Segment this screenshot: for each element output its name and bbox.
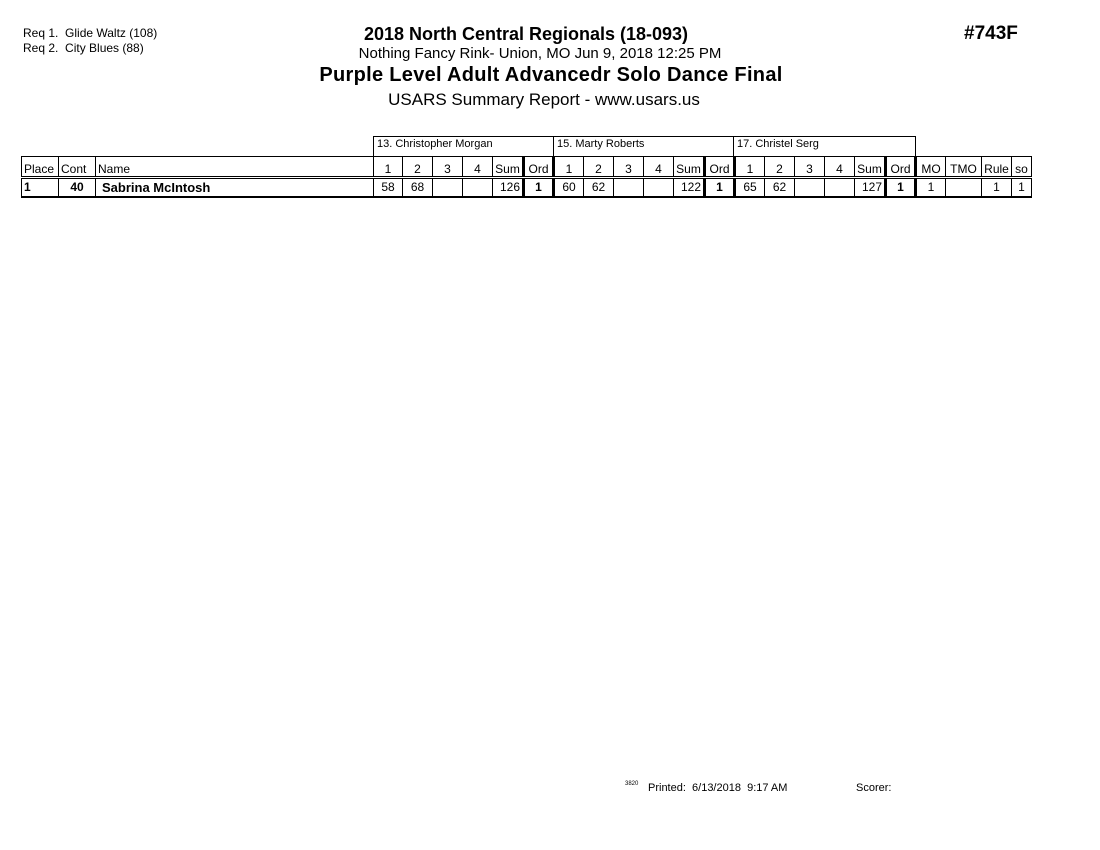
j2-col-1: 1: [554, 157, 584, 178]
venue-date: Nothing Fancy Rink- Union, MO Jun 9, 2018 12:25 PM: [358, 45, 722, 62]
header-row: [22, 157, 1032, 178]
j2-col-4: 4: [644, 157, 674, 178]
j1-col-1: 1: [374, 157, 403, 178]
j3-col-1: 1: [735, 157, 765, 178]
j2-col-2: 2: [584, 157, 614, 178]
skater-name: Sabrina McIntosh: [96, 178, 374, 197]
so-cell: 1: [1012, 178, 1032, 197]
j1-col-4: 4: [463, 157, 493, 178]
report-title: USARS Summary Report - www.usars.us: [388, 90, 700, 109]
j1-sum: 126: [493, 178, 524, 197]
j3-col-2: 2: [765, 157, 795, 178]
j3-col-ord: Ord: [886, 157, 916, 178]
j2-col-3: 3: [614, 157, 644, 178]
j2-score-3: [614, 178, 644, 197]
col-rule: Rule: [982, 157, 1012, 178]
col-so: so: [1012, 157, 1032, 178]
j2-col-ord: Ord: [705, 157, 735, 178]
j2-sum: 122: [674, 178, 705, 197]
mo-cell: 1: [916, 178, 946, 197]
j1-score-3: [433, 178, 463, 197]
col-place: Place: [22, 157, 59, 178]
j3-col-4: 4: [825, 157, 855, 178]
j1-score-1: 58: [374, 178, 403, 197]
place-cell: 1: [22, 178, 59, 197]
judge-3-header: 17. Christel Serg: [733, 136, 916, 156]
j2-score-4: [644, 178, 674, 197]
j2-score-1: 60: [554, 178, 584, 197]
scorer-label: Scorer:: [856, 782, 892, 794]
j1-col-3: 3: [433, 157, 463, 178]
col-cont: Cont: [59, 157, 96, 178]
judge-1-header: 13. Christopher Morgan: [373, 136, 554, 156]
table-row: [22, 178, 1032, 197]
j3-col-sum: Sum: [855, 157, 886, 178]
cont-cell: 40: [59, 178, 96, 197]
event-title: Purple Level Adult Advancedr Solo Dance Final: [319, 64, 783, 86]
judge-2-header: 15. Marty Roberts: [553, 136, 734, 156]
j3-score-3: [795, 178, 825, 197]
page-mark: 3820: [625, 781, 639, 787]
j1-col-ord: Ord: [524, 157, 554, 178]
j1-score-4: [463, 178, 493, 197]
j3-col-3: 3: [795, 157, 825, 178]
col-name: Name: [96, 157, 374, 178]
j2-score-2: 62: [584, 178, 614, 197]
col-tmo: TMO: [946, 157, 982, 178]
rule-cell: 1: [982, 178, 1012, 197]
j2-ord: 1: [705, 178, 735, 197]
j3-score-2: 62: [765, 178, 795, 197]
j2-col-sum: Sum: [674, 157, 705, 178]
printed-timestamp: Printed: 6/13/2018 9:17 AM: [648, 782, 788, 794]
j1-col-2: 2: [403, 157, 433, 178]
results-table: [21, 156, 1032, 198]
requirement-2: Req 2. City Blues (88): [23, 41, 144, 55]
j1-col-sum: Sum: [493, 157, 524, 178]
col-mo: MO: [916, 157, 946, 178]
j3-sum: 127: [855, 178, 886, 197]
j3-score-4: [825, 178, 855, 197]
j3-score-1: 65: [735, 178, 765, 197]
j1-ord: 1: [524, 178, 554, 197]
j3-ord: 1: [886, 178, 916, 197]
competition-title: 2018 North Central Regionals (18-093): [363, 24, 689, 44]
requirement-1: Req 1. Glide Waltz (108): [23, 26, 158, 40]
event-code: #743F: [964, 23, 1018, 44]
j1-score-2: 68: [403, 178, 433, 197]
tmo-cell: [946, 178, 982, 197]
